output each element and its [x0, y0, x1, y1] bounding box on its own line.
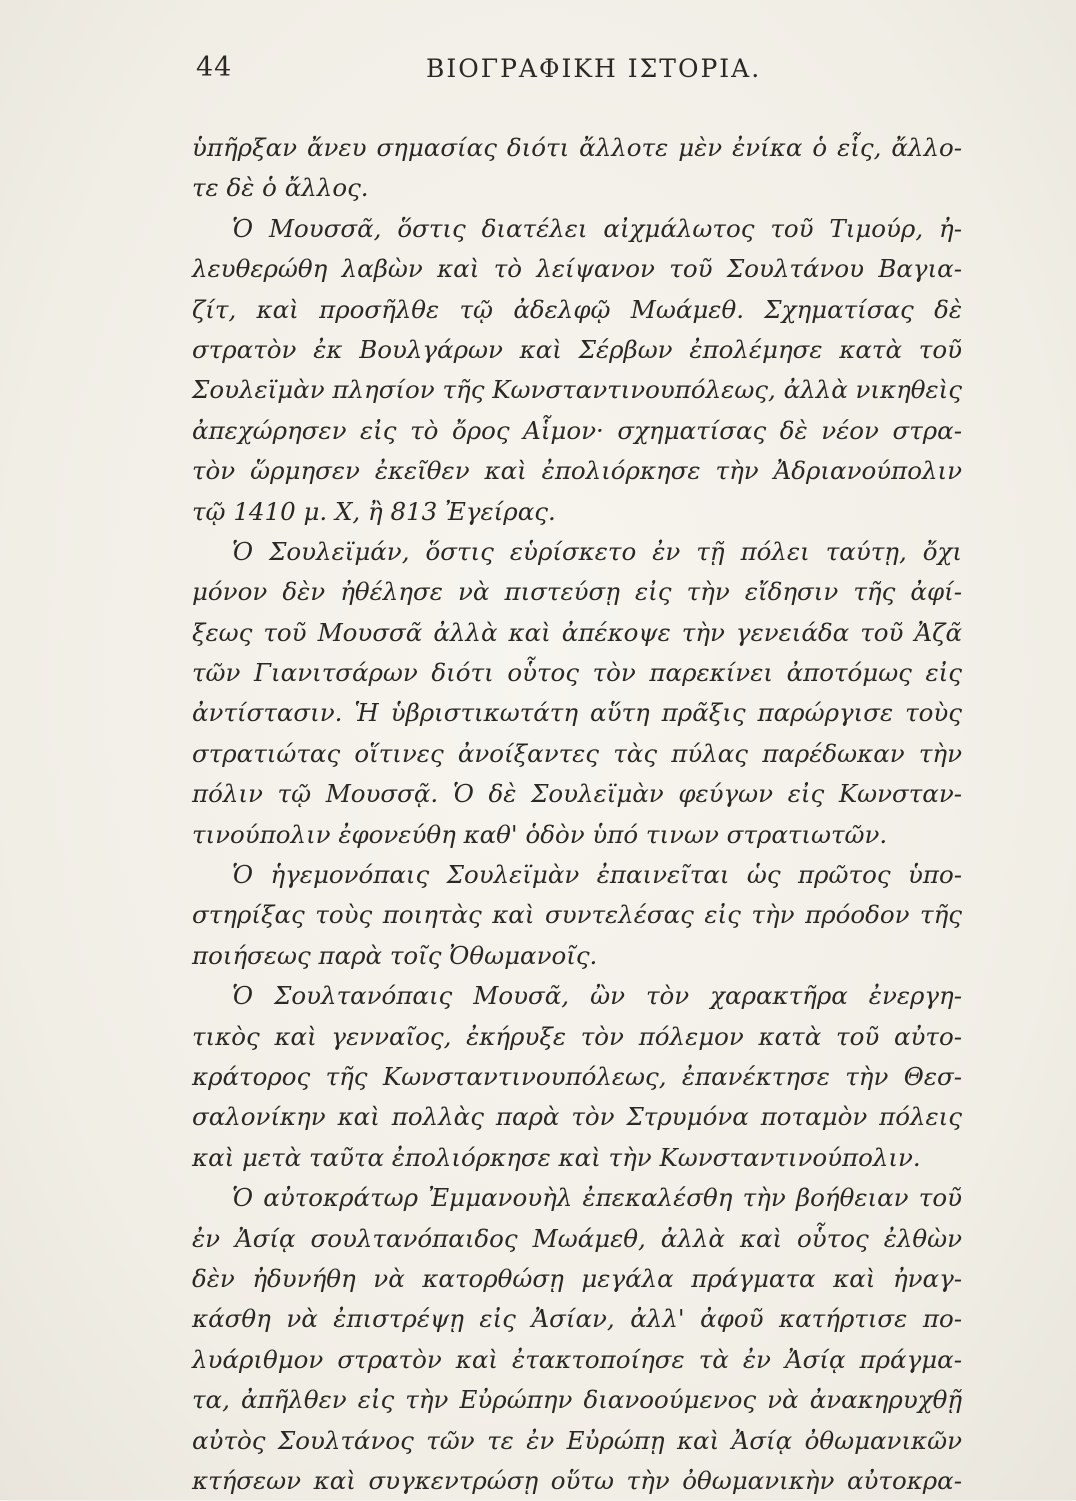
text-line: τῶν Γιανιτσάρων διότι οὗτος τὸν παρεκίνει ἀποτόμως εἰς	[192, 658, 962, 688]
text-line: δὲν ἠδυνήθη νὰ κατορθώσῃ μεγάλα πράγματα καὶ ἠναγ-	[192, 1263, 962, 1293]
text-line: σαλονίκην καὶ πολλὰς παρὰ τὸν Στρυμόνα ποταμὸν πόλεις	[192, 1102, 962, 1132]
text-line: στρατὸν ἐκ Βουλγάρων καὶ Σέρβων ἐπολέμησε κατὰ τοῦ	[192, 334, 962, 364]
text-line: ποιήσεως παρὰ τοῖς Ὀθωμανοῖς.	[192, 940, 598, 970]
text-line: ξεως τοῦ Μουσσᾶ ἀλλὰ καὶ ἀπέκοψε τὴν γενειάδα τοῦ Ἀζᾶ	[192, 617, 962, 647]
running-title: ΒΙΟΓΡΑΦΙΚΗ ΙΣΤΟΡΙΑ.	[426, 54, 762, 83]
text-line: κτήσεων καὶ συγκεντρώσῃ οὕτω τὴν ὀθωμανικὴν αὐτοκρα-	[192, 1465, 962, 1495]
text-line: Ὁ αὐτοκράτωρ Ἐμμανουὴλ ἐπεκαλέσθη τὴν βοήθειαν τοῦ	[232, 1183, 962, 1213]
text-line: ἐν Ἀσίᾳ σουλτανόπαιδος Μωάμεθ, ἀλλὰ καὶ οὗτος ἐλθὼν	[192, 1223, 962, 1253]
text-line: κράτορος τῆς Κωνσταντινουπόλεως, ἐπανέκτησε τὴν Θεσ-	[192, 1061, 962, 1091]
running-head	[196, 52, 796, 102]
text-line: μόνον δὲν ἠθέλησε νὰ πιστεύσῃ εἰς τὴν εἴδησιν τῆς ἀφί-	[192, 577, 962, 607]
text-line: τῷ 1410 μ. Χ, ἢ 813 Ἐγείρας.	[192, 496, 556, 526]
text-line: αὐτὸς Σουλτάνος τῶν τε ἐν Εὐρώπῃ καὶ Ἀσίᾳ ὀθωμανικῶν	[192, 1425, 962, 1455]
text-line: Σουλεϊμὰν πλησίον τῆς Κωνσταντινουπόλεως, ἀλλὰ νικηθεὶς	[192, 375, 963, 405]
text-line: τε δὲ ὁ ἄλλος.	[192, 173, 369, 203]
text-line: καὶ μετὰ ταῦτα ἐπολιόρκησε καὶ τὴν Κωνσταντινούπολιν.	[192, 1142, 921, 1172]
page-number: 44	[196, 52, 233, 83]
text-line: στηρίξας τοὺς ποιητὰς καὶ συντελέσας εἰς τὴν πρόοδον τῆς	[192, 900, 962, 930]
text-line: κάσθη νὰ ἐπιστρέψῃ εἰς Ἀσίαν, ἀλλ' ἀφοῦ κατήρτισε πο-	[192, 1304, 962, 1334]
text-line: λευθερώθη λαβὼν καὶ τὸ λείψανον τοῦ Σουλτάνου Βαγια-	[192, 254, 962, 284]
text-line: Ὁ ἡγεμονόπαις Σουλεϊμὰν ἐπαινεῖται ὡς πρῶτος ὑπο-	[232, 860, 962, 890]
text-line: ἀντίστασιν. Ἡ ὑβριστικωτάτη αὕτη πρᾶξις παρώργισε τοὺς	[192, 698, 962, 728]
text-line: λυάριθμον στρατὸν καὶ ἐτακτοποίησε τὰ ἐν Ἀσίᾳ πράγμα-	[192, 1344, 962, 1374]
text-line: πόλιν τῷ Μουσσᾷ. Ὁ δὲ Σουλεϊμὰν φεύγων εἰς Κωνσταν-	[192, 779, 962, 809]
text-line: τὸν ὥρμησεν ἐκεῖθεν καὶ ἐπολιόρκησε τὴν Ἀδριανούπολιν	[192, 456, 962, 486]
text-line: Ὁ Μουσσᾶ, ὅστις διατέλει αἰχμάλωτος τοῦ Τιμούρ, ἠ-	[232, 213, 962, 243]
text-line: Ὁ Σουλεϊμάν, ὅστις εὑρίσκετο ἐν τῇ πόλει ταύτῃ, ὄχι	[232, 536, 962, 566]
text-line: τικὸς καὶ γενναῖος, ἐκήρυξε τὸν πόλεμον κατὰ τοῦ αὐτο-	[192, 1021, 962, 1051]
text-line: ἀπεχώρησεν εἰς τὸ ὄρος Αἷμον· σχηματίσας δὲ νέον στρα-	[192, 415, 962, 445]
text-line: τινούπολιν ἐφονεύθη καθ' ὁδὸν ὑπό τινων στρατιωτῶν.	[192, 819, 888, 849]
text-line: Ὁ Σουλτανόπαις Μουσᾶ, ὢν τὸν χαρακτῆρα ἐνεργη-	[232, 981, 962, 1011]
text-line: ὑπῆρξαν ἄνευ σημασίας διότι ἄλλοτε μὲν ἐνίκα ὁ εἷς, ἄλλο-	[192, 133, 962, 162]
body-text	[192, 128, 962, 1501]
text-line: στρατιώτας οἵτινες ἀνοίξαντες τὰς πύλας παρέδωκαν τὴν	[192, 738, 962, 768]
text-line: τα, ἀπῆλθεν εἰς τὴν Εὐρώπην διανοούμενος νὰ ἀνακηρυχθῇ	[192, 1385, 962, 1415]
text-line: ζίτ, καὶ προσῆλθε τῷ ἀδελφῷ Μωάμεθ. Σχηματίσας δὲ	[192, 294, 962, 324]
